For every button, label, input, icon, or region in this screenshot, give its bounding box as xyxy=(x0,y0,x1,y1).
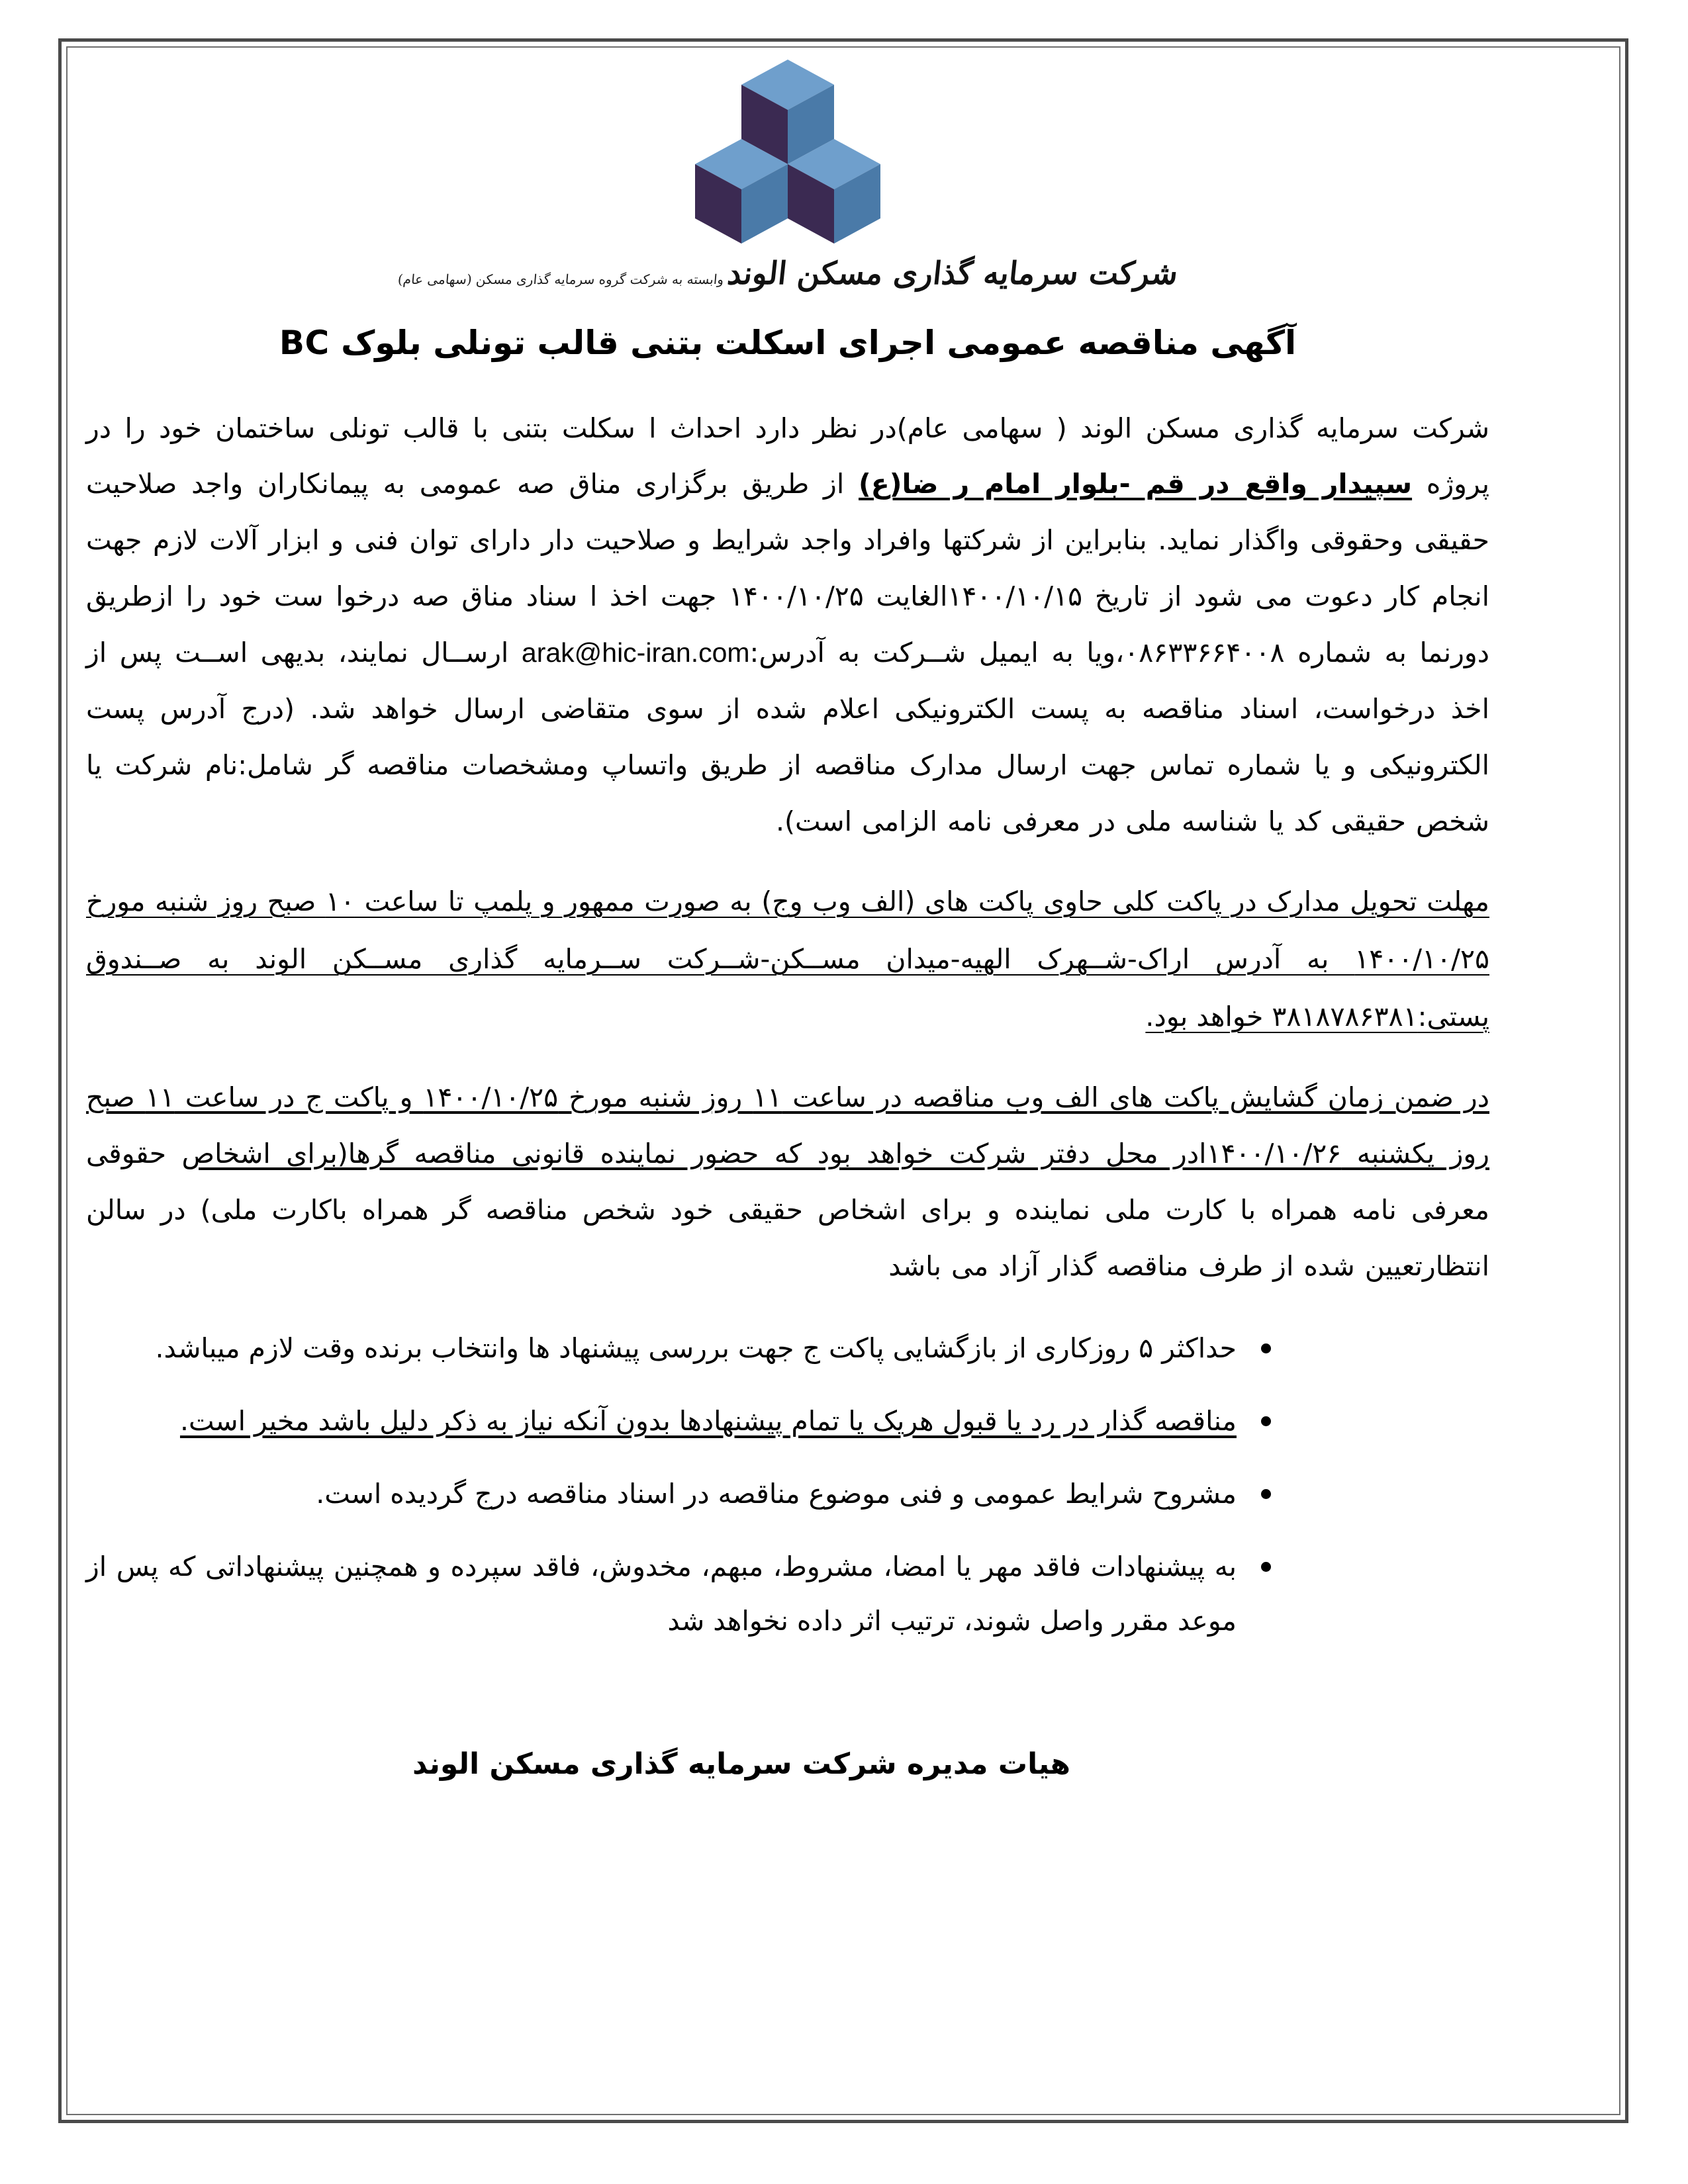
list-item-text: حداکثر ۵ روزکاری از بازگشایی پاکت ج جهت بررسی پیشنهاد ها وانتخاب برنده وقت لازم میباشد. xyxy=(155,1332,1237,1364)
list-item-text: مناقصه گذار در رد یا قبول هریک یا تمام پیشنهادها بدون آنکه نیاز به ذکر دلیل باشد مخیر است. xyxy=(179,1404,1237,1437)
logo-company-name: شرکت سرمایه گذاری مسکن الوند xyxy=(725,255,1180,292)
list-item-text: به پیشنهادات فاقد مهر یا امضا، مشروط، مبهم، مخدوش، فاقد سپرده و همچنین پیشنهاداتی که پس از موعد مقرر واصل شوند، ترتیب اثر داده نخواهد شد xyxy=(86,1550,1237,1637)
page-title: آگهی مناقصه عمومی اجرای اسکلت بتنی قالب تونلی بلوک BC xyxy=(279,324,1297,362)
document-content xyxy=(86,53,1489,1781)
envelope-opening-rest: حقوقی معرفی نامه همراه با کارت ملی نماینده و برای اشخاص حقیقی خود شخص مناقصه گر همراه باکارت ملی) در سالن انتظارتعیین شده از طرف مناقصه گذار آزاد می باشد xyxy=(86,1137,1489,1282)
list-item xyxy=(86,1467,1278,1521)
intro-text-a: شرکت سرمایه گذاری مسکن الوند ( سهامی عام)در نظر دارد احداث ا سکلت بتنی با قالب تونلی ساختمان خود را در پروژه xyxy=(86,412,1489,500)
delivery-deadline-paragraph: مهلت تحویل مدارک در پاکت کلی حاوی پاکت های (الف وب وج) به صورت ممهور و پلمپ تا ساعت ۱۰ صبح روز شنبه مورخ ۱۴۰۰/۱۰/۲۵ به آدرس اراک-شــهرک الهیه-میدان مســکن-شــرکت ســرمایه گذاری مســکن الوند به صــندوق پستی:۳۸۱۸۷۸۶۳۸۱ خواهد بود. xyxy=(86,886,1489,1033)
conditions-list xyxy=(86,1321,1278,1648)
contact-email[interactable]: arak@hic-iran.com xyxy=(521,637,750,668)
project-location: سپیدار واقع در قم -بلوار امام ر ضا(ع) xyxy=(859,468,1413,500)
company-logo-block xyxy=(86,53,1489,292)
envelope-opening-paragraph xyxy=(86,1069,1489,1294)
logo-company-subtitle: وابسته به شرکت گروه سرمایه گذاری مسکن (سهامی عام) xyxy=(397,271,725,287)
intro-text-b: از طریق برگزاری مناق صه عمومی به پیمانکاران واجد صلاحیت حقیقی وحقوقی واگذار نماید. بنابراین از شرکتها وافراد واجد شرایط و صلاحیت دار دارای توان فنی و ابزار آلات لازم جهت انجام کار دعوت می شود از تاریخ ۱۴۰۰/۱۰/۱۵الغایت ۱۴۰۰/۱۰/۲۵ جهت اخذ ا سناد مناق صه درخوا ست خود را ازطریق دورنما به شماره ۰۸۶۳۳۶۶۴۰۰۸،ویا به ایمیل شــرکت به آدرس: xyxy=(86,468,1489,668)
list-item-text: مشروح شرایط عمومی و فنی موضوع مناقصه در اسناد مناقصه درج گردیده است. xyxy=(316,1477,1237,1510)
envelope-opening-underlined: در ضمن زمان گشایش پاکت های الف وب مناقصه در ساعت ۱۱ روز شنبه مورخ ۱۴۰۰/۱۰/۲۵ و پاکت ج در ساعت ۱۱ صبح روز یکشنبه ۱۴۰۰/۱۰/۲۶ادر محل دفتر شرکت خواهد بود که حضور نماینده قانونی مناقصه گرها(برای اشخاص xyxy=(86,1081,1489,1169)
three-cubes-logo-icon xyxy=(679,53,897,251)
intro-paragraph xyxy=(86,400,1489,850)
intro-text-c: ارســال نمایند، بدیهی اســت پس از اخذ درخواست، اسناد مناقصه به پست الکترونیکی اعلام شده از سوی متقاضی ارسال خواهد شد. (درج آدرس پست الکترونیکی و یا شماره تماس جهت ارسال مدارک مناقصه از طریق واتساپ ومشخصات مناقصه گر شامل:نام شرکت یا شخص حقیقی کد یا شناسه ملی در معرفی نامه الزامی است). xyxy=(86,636,1489,837)
list-item xyxy=(86,1539,1278,1648)
footer-signature: هیات مدیره شرکت سرمایه گذاری مسکن الوند xyxy=(412,1747,1071,1781)
list-item xyxy=(86,1394,1278,1448)
list-item xyxy=(86,1321,1278,1375)
